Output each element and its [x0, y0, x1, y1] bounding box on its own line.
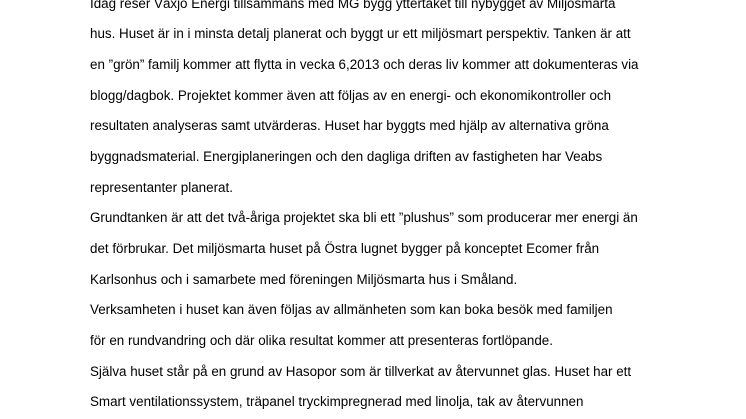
paragraph-line: Grundtanken är att det två-åriga projektet ska bli ett ”plushus” som producerar mer energi än [90, 210, 638, 225]
paragraph-line: Själva huset står på en grund av Hasopor som är tillverkat av återvunnet glas. Huset har ett [90, 364, 632, 379]
paragraph-line: det förbrukar. Det miljösmarta huset på Östra lugnet bygger på konceptet Ecomer från [90, 241, 600, 256]
paragraph-line: Smart ventilationssystem, träpanel tryckimpregnerad med linolja, tak av återvunnen [90, 394, 584, 409]
paragraph-line: Verksamheten i huset kan även följas av allmänheten som kan boka besök med familjen [90, 302, 613, 317]
paragraph-line: resultaten analyseras samt utvärderas. Huset har byggts med hjälp av alternativa gröna [90, 118, 609, 133]
paragraph-line: en ”grön” familj kommer att flytta in vecka 6,2013 och deras liv kommer att dokumenteras via [90, 57, 639, 72]
paragraph-line: hus. Huset är in i minsta detalj planerat och byggt ur ett miljösmart perspektiv. Tanken är att [90, 26, 631, 41]
paragraph-line: blogg/dagbok. Projektet kommer även att följas av en energi- och ekonomikontroller och [90, 88, 612, 103]
paragraph-line: byggnadsmaterial. Energiplaneringen och den dagliga driften av fastigheten har Veabs [90, 149, 603, 164]
paragraph-line: Idag reser Växjö Energi tillsammans med MG bygg yttertaket till nybygget av Miljösmarta [90, 0, 616, 11]
paragraph-line: Karlsonhus och i samarbete med föreningen Miljösmarta hus i Småland. [90, 272, 518, 287]
paragraph-line: för en rundvandring och där olika resultat kommer att presenteras fortlöpande. [90, 333, 553, 348]
paragraph-line: representanter planerat. [90, 180, 233, 195]
